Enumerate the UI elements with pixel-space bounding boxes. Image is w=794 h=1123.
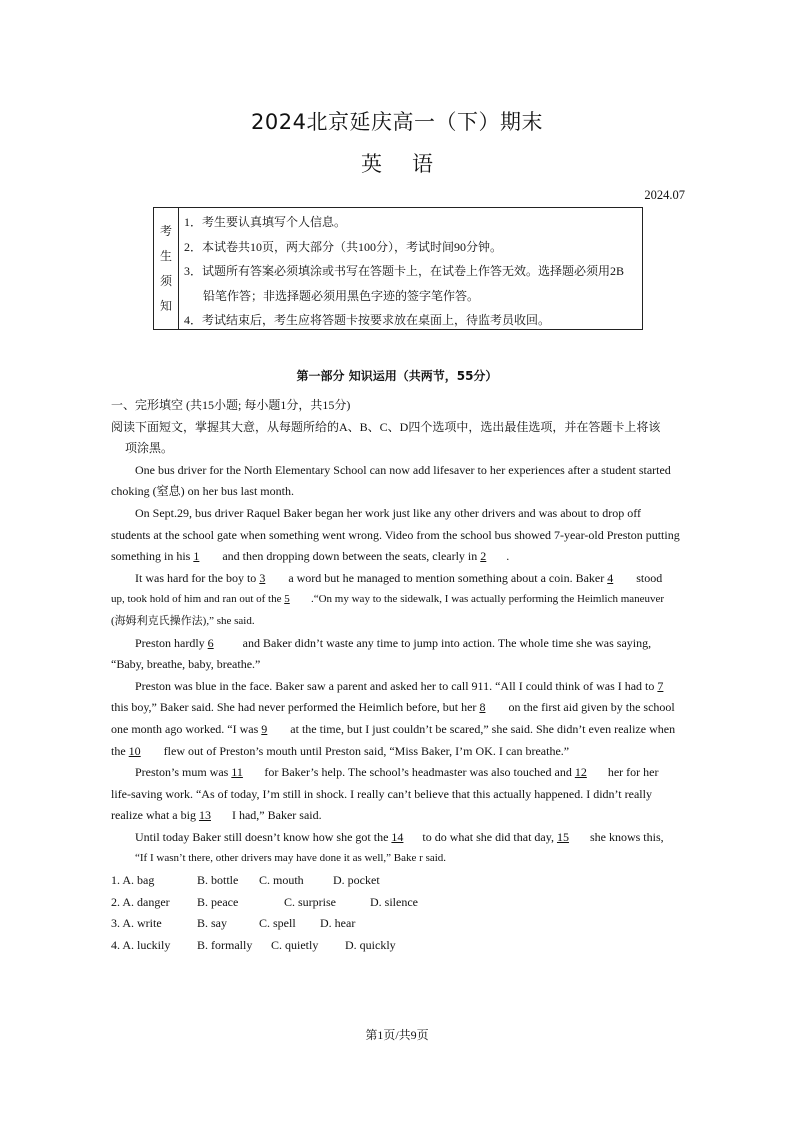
blank-11: 11: [231, 765, 243, 780]
blank-12: 12: [574, 765, 587, 780]
passage-line: [111, 697, 686, 719]
passage-text: and Baker didn’t waste any time to jump into action. The whole time she was saying,: [239, 635, 652, 650]
option-b: B. peace: [197, 894, 239, 909]
notice-item: 2．本试卷共10页，两大部分（共100分），考试时间90分钟。: [184, 239, 503, 254]
page-number: 第1页/共9页: [365, 1028, 429, 1042]
blank-13: 13: [198, 808, 211, 823]
blank-3: 3: [259, 570, 266, 585]
option-c: C. surprise: [284, 894, 336, 909]
option-row: [111, 913, 686, 935]
passage-line: [111, 633, 686, 655]
option-c: C. quietly: [271, 937, 319, 952]
notice-list: [179, 208, 642, 329]
passage-line: On Sept.29, bus driver Raquel Baker began her work just like any other drivers and was about to drop off: [135, 505, 641, 520]
passage-text: this boy,” Baker said. She had never performed the Heimlich before, but her: [111, 700, 480, 715]
notice-heading-char: 知: [159, 298, 172, 313]
passage-text: flew out of Preston’s mouth until Preston said, “Miss Baker, I’m OK. I can breathe.”: [160, 743, 570, 758]
blank-15: 15: [556, 829, 569, 844]
notice-box: [153, 207, 643, 330]
passage-text: and then dropping down between the seats, clearly in: [219, 549, 481, 564]
passage-line: [111, 741, 686, 763]
blank-8: 8: [479, 700, 486, 715]
passage-line: (海姆利克氏操作法),” she said.: [111, 614, 255, 627]
passage-text: for Baker’s help. The school’s headmaster was also touched and: [261, 765, 575, 780]
passage-text: she knows this,: [586, 829, 664, 844]
passage-text: to do what she did that day,: [419, 829, 557, 844]
option-c: C. mouth: [259, 873, 304, 888]
passage-line: students at the school gate when something went wrong. Video from the school bus showed 7-year-old Preston putting: [111, 527, 680, 542]
section-title: 第一部分 知识运用（共两节，55分）: [296, 369, 498, 383]
option-row: [111, 892, 686, 914]
option-d: D. hear: [320, 916, 356, 931]
option-d: D. quickly: [345, 937, 396, 952]
option-b: B. formally: [197, 937, 253, 952]
notice-item: 1．考生要认真填写个人信息。: [184, 215, 347, 229]
passage-text: .“On my way to the sidewalk, I was actually performing the Heimlich maneuver: [308, 593, 665, 606]
subject-title: 英语: [361, 152, 463, 176]
passage-text: one month ago worked. “I was: [111, 721, 262, 736]
cloze-section: [111, 395, 686, 956]
passage-line: [111, 805, 686, 827]
option-a: 2. A. danger: [111, 894, 170, 909]
exam-title: 2024北京延庆高一（下）期末: [251, 110, 543, 134]
passage-text: something in his: [111, 549, 194, 564]
notice-heading: [154, 208, 179, 329]
passage-text: Preston’s mum was: [135, 765, 232, 780]
notice-item: 3．试题所有答案必须填涂或书写在答题卡上，在试卷上作答无效。选择题必须用2B: [184, 264, 625, 278]
blank-10: 10: [128, 743, 141, 758]
option-b: B. bottle: [197, 873, 239, 888]
passage-text: Until today Baker still doesn’t know how she got the: [135, 829, 392, 844]
notice-item: 4．考试结束后，考生应将答题卡按要求放在桌面上，待监考员收回。: [184, 313, 551, 327]
option-row: [111, 870, 686, 892]
blank-9: 9: [261, 721, 268, 736]
blank-2: 2: [480, 549, 487, 564]
notice-heading-char: 生: [159, 248, 172, 263]
passage-text: on the first aid given by the school: [505, 700, 675, 715]
passage-text: Preston hardly: [135, 635, 208, 650]
passage-text: stood: [633, 570, 663, 585]
blank-6: 6: [207, 635, 214, 650]
passage-text: I had,” Baker said.: [228, 808, 322, 823]
passage-line: [111, 762, 686, 784]
passage-text: at the time, but I just couldn’t be scared,” she said. She didn’t even realize when: [287, 721, 676, 736]
option-a: 1. A. bag: [111, 873, 155, 888]
passage-line: [111, 827, 686, 849]
passage-line: [111, 546, 686, 568]
passage-line: [111, 589, 686, 611]
blank-14: 14: [391, 829, 404, 844]
blank-1: 1: [193, 549, 200, 564]
notice-heading-char: 考: [159, 223, 172, 238]
passage-text: Preston was blue in the face. Baker saw a parent and asked her to call 911. “All I could think of was I had to: [135, 678, 658, 693]
blank-5: 5: [284, 593, 290, 606]
part-heading: 一、完形填空 (共15小题; 每小题1分，共15分): [111, 398, 351, 412]
instruction: 项涂黑。: [125, 441, 174, 456]
blank-4: 4: [607, 570, 614, 585]
passage-line: [111, 676, 686, 698]
option-a: 3. A. write: [111, 916, 162, 931]
option-b: B. say: [197, 916, 227, 931]
option-d: D. pocket: [333, 873, 380, 888]
passage-text: up, took hold of him and ran out of the: [111, 593, 285, 606]
passage-text: the: [111, 743, 129, 758]
passage-line: choking (窒息) on her bus last month.: [111, 484, 294, 499]
exam-date: 2024.07: [644, 188, 685, 202]
passage-line: [111, 568, 686, 590]
passage-line: life-saving work. “As of today, I’m still in shock. I really can’t believe that this actually happened. I didn’t really: [111, 786, 652, 801]
passage-text: her for her: [604, 765, 659, 780]
passage-line: “Baby, breathe, baby, breathe.”: [111, 657, 261, 672]
passage-text: realize what a big: [111, 808, 199, 823]
passage-text: It was hard for the boy to: [135, 570, 260, 585]
passage-line: One bus driver for the North Elementary School can now add lifesaver to her experiences after a student started: [135, 462, 671, 477]
option-row: [111, 935, 686, 957]
notice-heading-char: 须: [159, 273, 172, 288]
option-d: D. silence: [370, 894, 418, 909]
passage-text: .: [506, 549, 510, 564]
option-c: C. spell: [259, 916, 296, 931]
blank-7: 7: [657, 678, 664, 693]
notice-item: 铅笔作答；非选择题必须用黑色字迹的签字笔作答。: [203, 288, 480, 303]
passage-line: [111, 719, 686, 741]
instruction: 阅读下面短文，掌握其大意，从每题所给的A、B、C、D四个选项中，选出最佳选项，并在答题卡上将该: [111, 419, 661, 434]
passage-text: a word but he managed to mention something about a coin. Baker: [285, 570, 608, 585]
passage-line: “If I wasn’t there, other drivers may have done it as well,” Bake r said.: [135, 852, 447, 865]
option-a: 4. A. luckily: [111, 937, 171, 952]
